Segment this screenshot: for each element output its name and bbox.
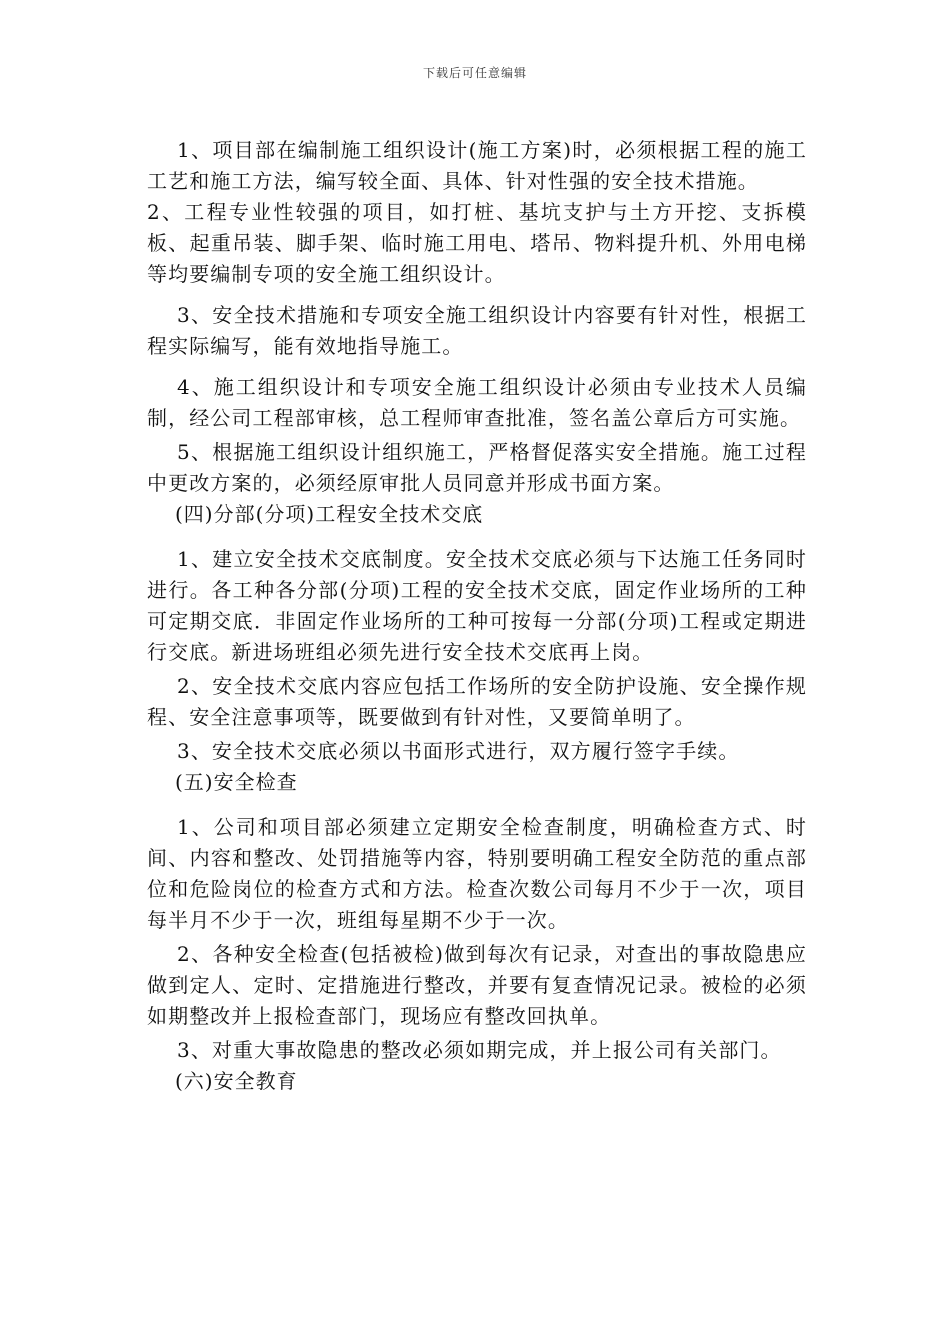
section-heading-4: (四)分部(分项)工程安全技术交底: [175, 502, 484, 526]
paragraph-10: 2、各种安全检查(包括被检)做到每次有记录，对查出的事故隐患应做到定人、定时、定措施进行整改，并要有复查情况记录。被检的必须如期整改并上报检查部门，现场应有整改回执单。: [147, 942, 807, 1028]
page-header: 下载后可任意编辑: [422, 66, 527, 80]
paragraph-6: 1、建立安全技术交底制度。安全技术交底必须与下达施工任务同时进行。各工种各分部(分项)工程的安全技术交底，固定作业场所的工种可定期交底．非固定作业场所的工种可按每一分部(分项)工程或定期进行交底。新进场班组必须先进行安全技术交底再上岗。: [147, 547, 807, 664]
paragraph-7: 2、安全技术交底内容应包括工作场所的安全防护设施、安全操作规程、安全注意事项等，既要做到有针对性，又要简单明了。: [147, 674, 807, 729]
document-body: [147, 135, 807, 1097]
paragraph-8: 3、安全技术交底必须以书面形式进行，双方履行签字手续。: [177, 739, 740, 763]
paragraph-9: 1、公司和项目部必须建立定期安全检查制度，明确检查方式、时间、内容和整改、处罚措施等内容，特别要明确工程安全防范的重点部位和危险岗位的检查方式和方法。检查次数公司每月不少于一次，项目每半月不少于一次，班组每星期不少于一次。: [147, 815, 807, 932]
paragraph-5: 5、根据施工组织设计组织施工，严格督促落实安全措施。施工过程中更改方案的，必须经原审批人员同意并形成书面方案。: [147, 440, 807, 495]
paragraph-2: 2、工程专业性较强的项目，如打桩、基坑支护与土方开挖、支拆模板、起重吊装、脚手架、临时施工用电、塔吊、物料提升机、外用电梯等均要编制专项的安全施工组织设计。: [147, 200, 807, 286]
paragraph-4: 4、施工组织设计和专项安全施工组织设计必须由专业技术人员编制，经公司工程部审核，总工程师审查批准，签名盖公章后方可实施。: [147, 375, 807, 430]
paragraph-1: 1、项目部在编制施工组织设计(施工方案)时，必须根据工程的施工工艺和施工方法，编写较全面、具体、针对性强的安全技术措施。: [147, 138, 807, 193]
paragraph-11: 3、对重大事故隐患的整改必须如期完成，并上报公司有关部门。: [177, 1038, 782, 1062]
section-heading-5: (五)安全检查: [175, 770, 298, 794]
paragraph-3: 3、安全技术措施和专项安全施工组织设计内容要有针对性，根据工程实际编写，能有效地指导施工。: [147, 303, 807, 358]
section-heading-6: (六)安全教育: [175, 1069, 298, 1093]
